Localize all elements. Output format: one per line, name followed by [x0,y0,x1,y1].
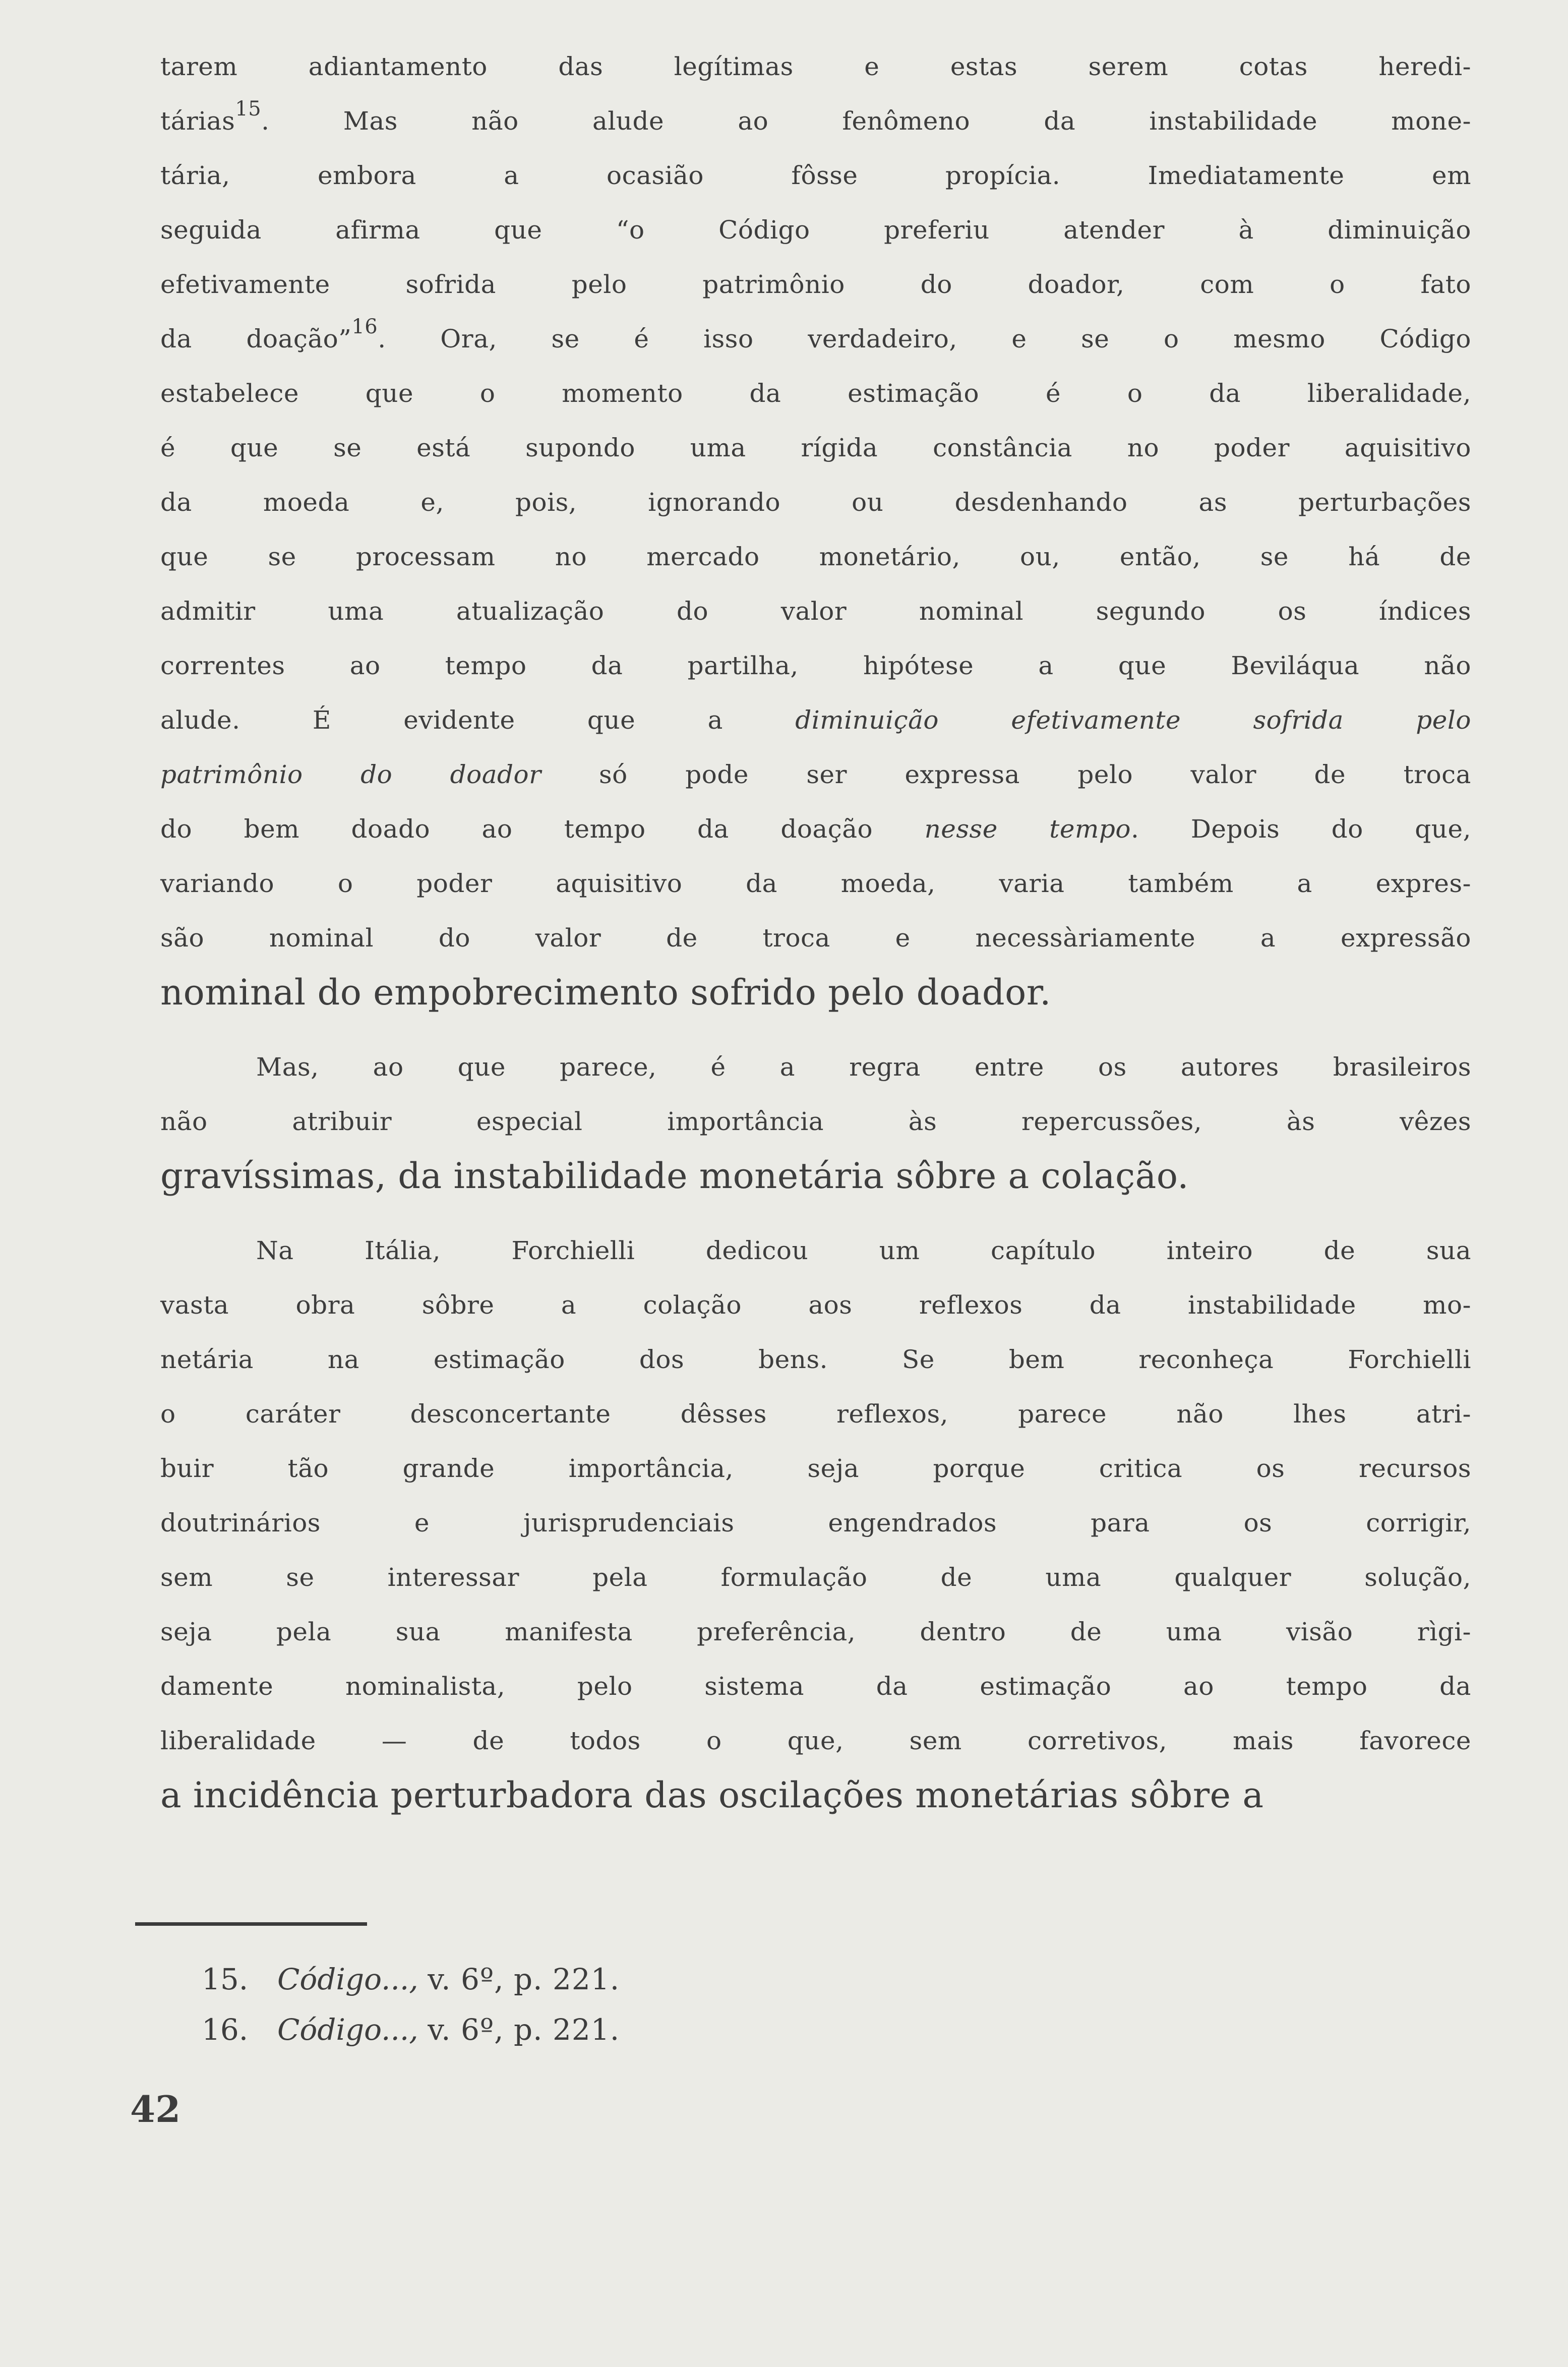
text-line [160,1387,1471,1441]
text-line [160,148,1471,203]
text-line [160,802,1471,856]
italic-text: patrimônio do doador [160,760,541,789]
text-segment: . Depois do que, [1130,814,1471,844]
text-segment: seja pela sua manifesta preferência, dentro de uma visão rìgi- [160,1617,1471,1646]
text-line [160,1659,1471,1713]
text-segment: sem se interessar pela formulação de uma qualquer solução, [160,1563,1471,1592]
text-segment: estabelece que o momento da estimação é o da liberalidade, [160,379,1471,408]
footnote-16 [202,2004,958,2055]
text-segment: liberalidade — de todos o que, sem corretivos, mais favorece [160,1726,1471,1755]
text-line [160,203,1471,257]
footnotes [202,1954,958,2055]
text-segment: admitir uma atualização do valor nominal segundo os índices [160,597,1471,626]
text-line [160,911,1471,965]
footnote-marker: 15 [235,97,262,121]
text-segment: seguida afirma que “o Código preferiu atender à diminuição [160,215,1471,245]
text-line [160,1768,1471,1822]
text-line [160,1441,1471,1496]
text-line [160,257,1471,312]
text-line [160,747,1471,802]
text-line [160,856,1471,911]
text-line [160,1713,1471,1768]
paragraph-gap [160,1020,1471,1040]
footnote-number: 16. [202,2013,249,2047]
text-line [160,529,1471,584]
text-line [160,421,1471,475]
text-line [160,312,1471,366]
text-line [160,1332,1471,1387]
text-segment: efetivamente sofrida pelo patrimônio do doador, com o fato [160,270,1471,299]
text-segment: são nominal do valor de troca e necessàriamente a expressão [160,923,1471,953]
text-segment: do bem doado ao tempo da doação [160,814,925,844]
text-segment: nominal do empobrecimento sofrido pelo doador. [160,972,1051,1013]
text-segment: não atribuir especial importância às repercussões, às vêzes [160,1107,1471,1136]
text-segment: . Ora, se é isso verdadeiro, e se o mesmo Código [378,324,1471,353]
text-segment: buir tão grande importância, seja porque critica os recursos [160,1454,1471,1483]
footnote-15 [202,1954,958,2004]
text-segment: que se processam no mercado monetário, ou, então, se há de [160,542,1471,571]
text-line [160,965,1471,1020]
footnote-title: Código..., [277,2013,418,2047]
text-segment: correntes ao tempo da partilha, hipótese a que Beviláqua não [160,651,1471,680]
text-line [160,1223,1471,1278]
text-segment: gravíssimas, da instabilidade monetária sôbre a colação. [160,1155,1189,1197]
text-segment: netária na estimação dos bens. Se bem reconheça Forchielli [160,1345,1471,1374]
text-segment: da doação” [160,324,352,353]
text-segment: a incidência perturbadora das oscilações monetárias sôbre a [160,1774,1264,1816]
text-line [160,1040,1471,1094]
text-line [160,584,1471,638]
text-segment: tária, embora a ocasião fôsse propícia. Imediatamente em [160,161,1471,190]
text-line [160,693,1471,747]
text-line [160,1149,1471,1203]
text-segment: doutrinários e jurisprudenciais engendrados para os corrigir, [160,1508,1471,1537]
text-segment: é que se está supondo uma rígida constância no poder aquisitivo [160,433,1471,462]
text-segment: tarem adiantamento das legítimas e estas serem cotas heredi- [160,52,1471,81]
text-line [160,1605,1471,1659]
text-segment: tárias [160,106,235,136]
italic-text: diminuição efetivamente sofrida pelo [795,705,1471,735]
footnote-reference: v. 6º, p. 221. [428,1962,620,1996]
italic-text: nesse tempo [924,814,1131,844]
text-segment: variando o poder aquisitivo da moeda, varia também a expres- [160,869,1471,898]
text-segment: só pode ser expressa pelo valor de troca [541,760,1471,789]
page-number: 42 [130,2088,181,2131]
text-segment: o caráter desconcertante dêsses reflexos, parece não lhes atri- [160,1399,1471,1429]
footnote-title: Código..., [277,1962,418,1996]
text-segment: damente nominalista, pelo sistema da estimação ao tempo da [160,1672,1471,1701]
text-line [160,1278,1471,1332]
text-line [160,366,1471,421]
text-line [160,94,1471,148]
footnote-reference: v. 6º, p. 221. [428,2013,620,2047]
text-line [160,638,1471,693]
paragraph [160,39,1471,1020]
text-line [160,475,1471,529]
text-line [160,1496,1471,1550]
text-line [160,1094,1471,1149]
footnote-separator [135,1922,367,1926]
text-segment: alude. É evidente que a [160,705,796,735]
footnote-number: 15. [202,1962,249,1996]
body-text [160,39,1471,1822]
paragraph-gap [160,1203,1471,1223]
paragraph [160,1223,1471,1822]
paragraph [160,1040,1471,1203]
text-segment: Mas, ao que parece, é a regra entre os autores brasileiros [256,1052,1471,1082]
text-line [160,39,1471,94]
text-line [160,1550,1471,1605]
text-segment: da moeda e, pois, ignorando ou desdenhando as perturbações [160,488,1471,517]
text-segment: . Mas não alude ao fenômeno da instabilidade mone- [261,106,1471,136]
footnote-marker: 16 [351,315,378,338]
text-segment: vasta obra sôbre a colação aos reflexos da instabilidade mo- [160,1290,1471,1320]
text-segment: Na Itália, Forchielli dedicou um capítulo inteiro de sua [256,1236,1471,1265]
